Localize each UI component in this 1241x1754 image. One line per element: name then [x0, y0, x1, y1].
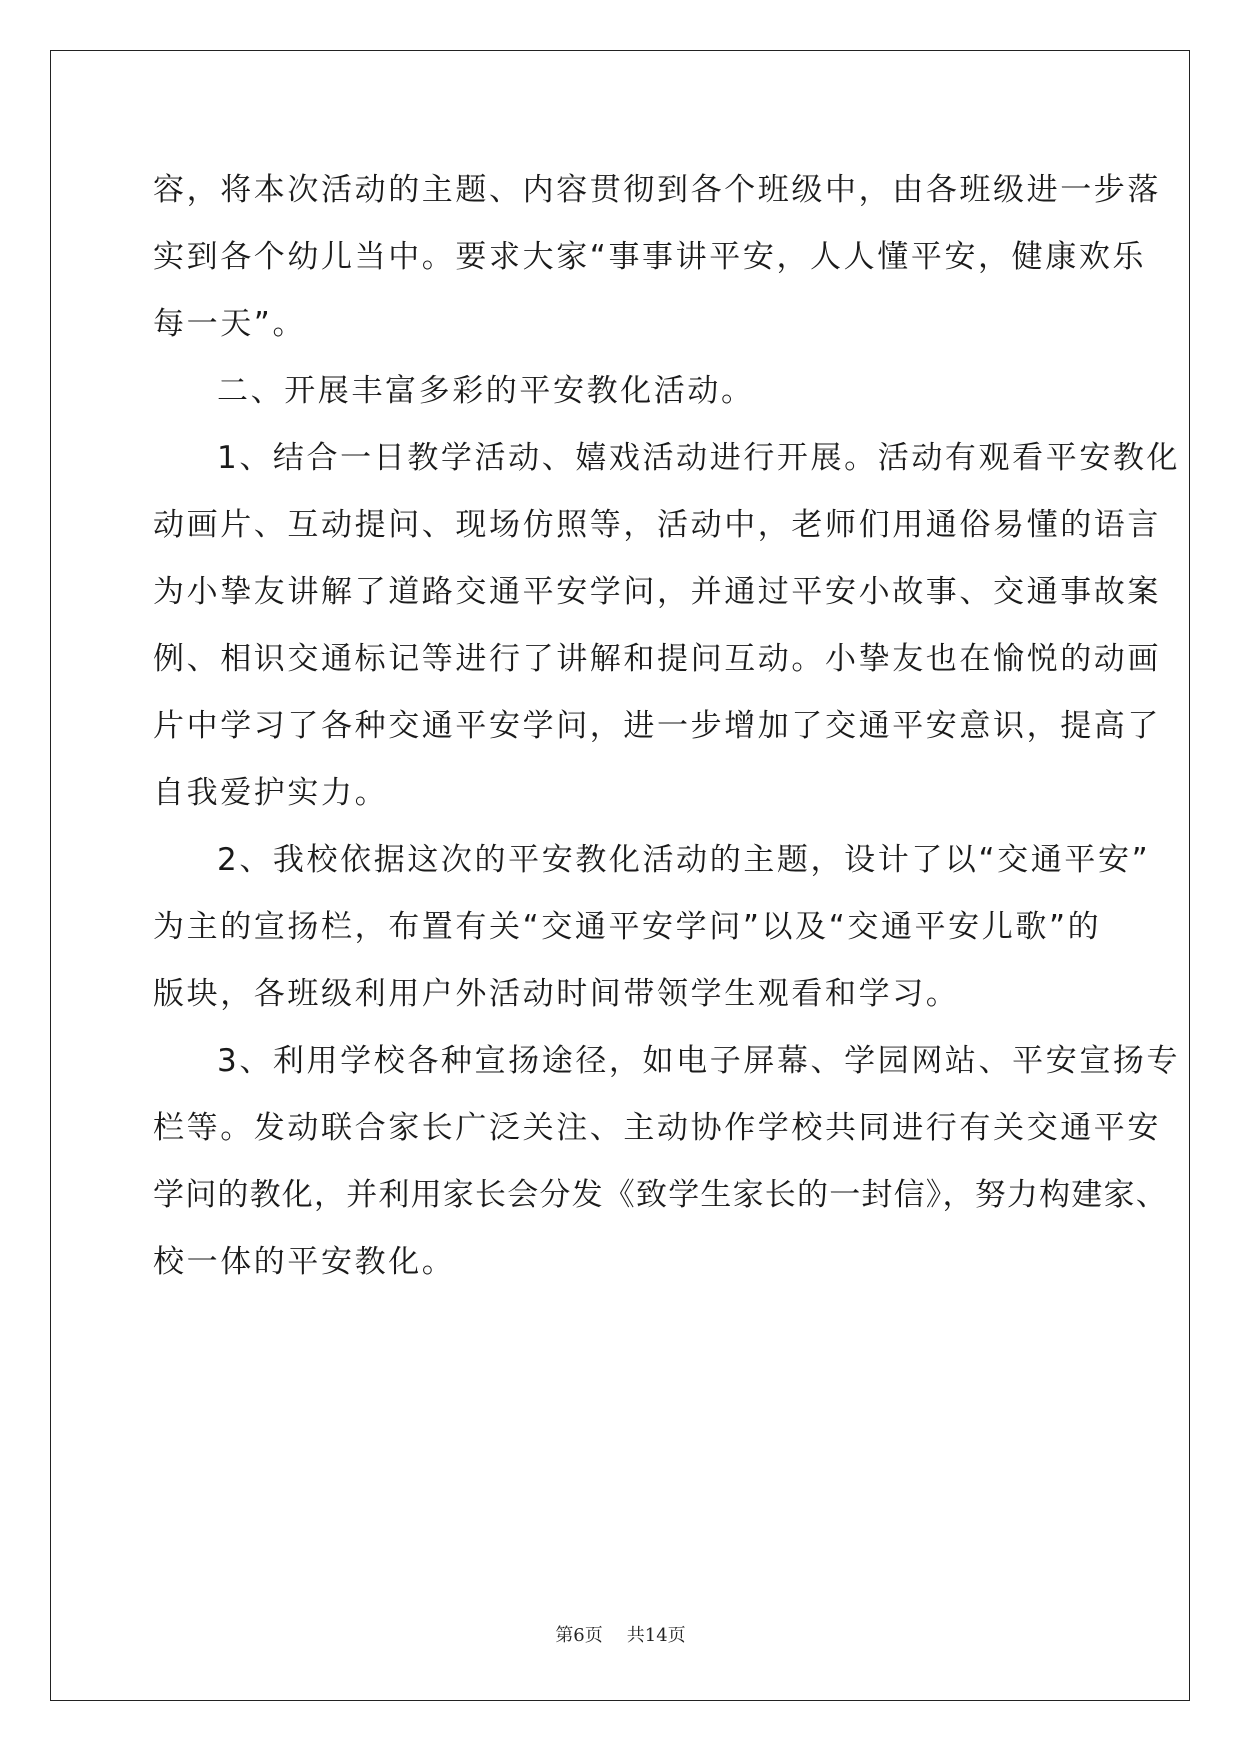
text-line: 动画片、互动提问、现场仿照等，活动中，老师们用通俗易懂的语言 [153, 507, 1161, 543]
text-line: 为主的宣扬栏，布置有关“交通平安学问”以及“交通平安儿歌”的 [153, 909, 1102, 945]
text-line: 片中学习了各种交通平安学问，进一步增加了交通平安意识，提高了 [153, 708, 1161, 744]
section-heading: 二、开展丰富多彩的平安教化活动。 [217, 373, 755, 409]
current-page-number: 第6页 [555, 1625, 603, 1646]
text-line: 学问的教化，并利用家长会分发《致学生家长的一封信》，努力构建家、 [153, 1177, 1168, 1213]
page-footer [0, 1621, 1241, 1647]
document-body [153, 170, 1181, 1309]
text-line: 2、我校依据这次的平安教化活动的主题，设计了以“交通平安” [217, 842, 1151, 878]
text-line: 为小挚友讲解了道路交通平安学问，并通过平安小故事、交通事故案 [153, 574, 1161, 610]
total-page-count: 共14页 [626, 1625, 686, 1646]
text-line: 实到各个幼儿当中。要求大家“事事讲平安，人人懂平安，健康欢乐 [153, 239, 1147, 275]
text-line: 例、相识交通标记等进行了讲解和提问互动。小挚友也在愉悦的动画 [153, 641, 1161, 677]
text-line: 3、利用学校各种宣扬途径，如电子屏幕、学园网站、平安宣扬专 [217, 1043, 1181, 1079]
text-line: 容，将本次活动的主题、内容贯彻到各个班级中，由各班级进一步落 [153, 172, 1161, 208]
text-line: 栏等。发动联合家长广泛关注、主动协作学校共同进行有关交通平安 [153, 1110, 1161, 1146]
text-line: 每一天”。 [153, 306, 307, 342]
text-line: 1、结合一日教学活动、嬉戏活动进行开展。活动有观看平安教化 [217, 440, 1181, 476]
text-line: 自我爱护实力。 [153, 775, 389, 811]
text-line: 版块，各班级利用户外活动时间带领学生观看和学习。 [153, 976, 960, 1012]
text-line: 校一体的平安教化。 [153, 1244, 456, 1280]
